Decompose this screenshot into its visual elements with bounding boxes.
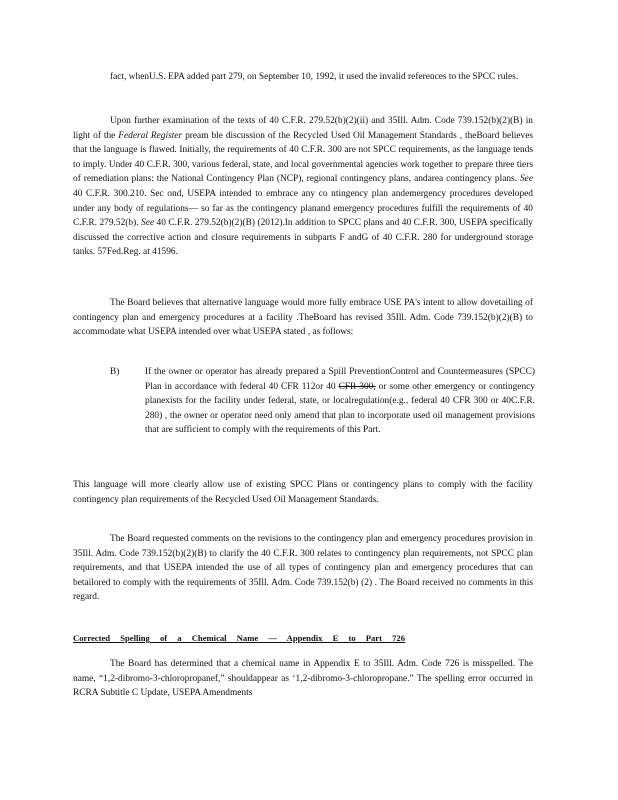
paragraph-misspelling: The Board has determined that a chemical name in Appendix E to 35Ill. Adm. Code 726 is misspelled. The name, “1,2-dibromo-3-chloropropanef,” shouldappear as ‘1,2-dibromo-3-chloropropane.” The spelling error occurred in RCRA Subtitle C Update, USEPA Amendments bbox=[73, 659, 533, 699]
provision-label: B) bbox=[110, 367, 120, 377]
paragraph-examination bbox=[73, 114, 533, 260]
provision-text-part-a: If the owner or operator has already prepared a Spill PreventionControl and Countermeasures (SPCC) Plan in accordance with federal 40 CFR 112or 40 bbox=[145, 367, 535, 392]
paragraph-alternative-language: The Board believes that alternative language would more fully embrace USE PA's intent to allow dovetailing of contingency plan and emergency procedures at a facility .TheBoard has revised 35Ill. Adm. Code 739.152(b)(2)(B) to accommodate what USEPA intended over what USEPA stated , as follows: bbox=[73, 298, 533, 338]
section-heading: Corrected Spelling of a Chemical Name — Appendix E to Part 726 bbox=[73, 633, 406, 643]
paragraph-comments: The Board requested comments on the revisions to the contingency plan and emergency procedures provision in 35Ill. Adm. Code 739.152(b)(2)(B) to clarify the 40 C.F.R. 300 relates to contingency plan requirements, not SPCC plan requirements, and that USEPA intended the use of all types of contingency plan and emergency procedures that can betailored to comply with the requirements of 35Ill. Adm. Code 739.152(b) (2) . The Board received no comments in this regard. bbox=[73, 534, 533, 603]
provision-text-part-b: or some other emergency or contingency planexists for the facility under federal, state, or localregulation(e.g., federal 40 CFR 300 or 40C.F.R. 280) , the owner or operator need only amend that plan to incorporate used oil management provisions that are sufficient to comply with the requirements of this Part. bbox=[145, 381, 535, 436]
see-signal-2: See bbox=[141, 218, 155, 229]
paragraph-examination-part-a: Upon further examination of the texts of 40 C.F.R. 279.52(b)(2)(ii) and 35Ill. Adm. Code 739.152(b)(2)(B) in light of the bbox=[73, 116, 533, 141]
struck-text: CFR 300, bbox=[338, 381, 376, 392]
paragraph-examination-part-b: pream ble discussion of the Recycled Used Oil Management Standards , theBoard believes that the language is flawed. Initially, the requirements of 40 C.F.R. 300 are not SPCC requirements, as the language tends to imply. Under 40 C.F.R. 300, various federal, state, and local governmental agencies work together to prepare three tiers of remediation plans: the National Contingency Plan (NCP), regional contingency plans, andarea contingency plans. bbox=[73, 130, 534, 185]
paragraph-continuation: fact, whenU.S. EPA added part 279, on September 10, 1992, it used the invalid references to the SPCC rules. bbox=[110, 72, 519, 82]
provision-text bbox=[145, 365, 535, 438]
paragraph-clarity: This language will more clearly allow use of existing SPCC Plans or contingency plans to comply with the facility contingency plan requirements of the Recycled Used Oil Management Standards. bbox=[73, 480, 533, 505]
paragraph-examination-part-d: 40 C.F.R. 279.52(b)(2)(B) (2012).In addition to SPCC plans and 40 C.F.R. 300, USEPA specifically discussed the corrective action and closure requirements in subparts F andG of 40 C.F.R. 280 for underground storage tanks. 57Fed.Reg. at 41596. bbox=[73, 218, 533, 258]
federal-register-citation: Federal Register bbox=[118, 130, 183, 141]
see-signal-1: See bbox=[519, 174, 533, 185]
paragraph-examination-part-c: 40 C.F.R. 300.210. Sec ond, USEPA intended to embrace any co ntingency plan andemergency procedures developed under any body of regulations— so far as the contingency planand emergency procedures fulfill the requirements of 40 C.F.R. 279.52(b). bbox=[73, 188, 533, 229]
